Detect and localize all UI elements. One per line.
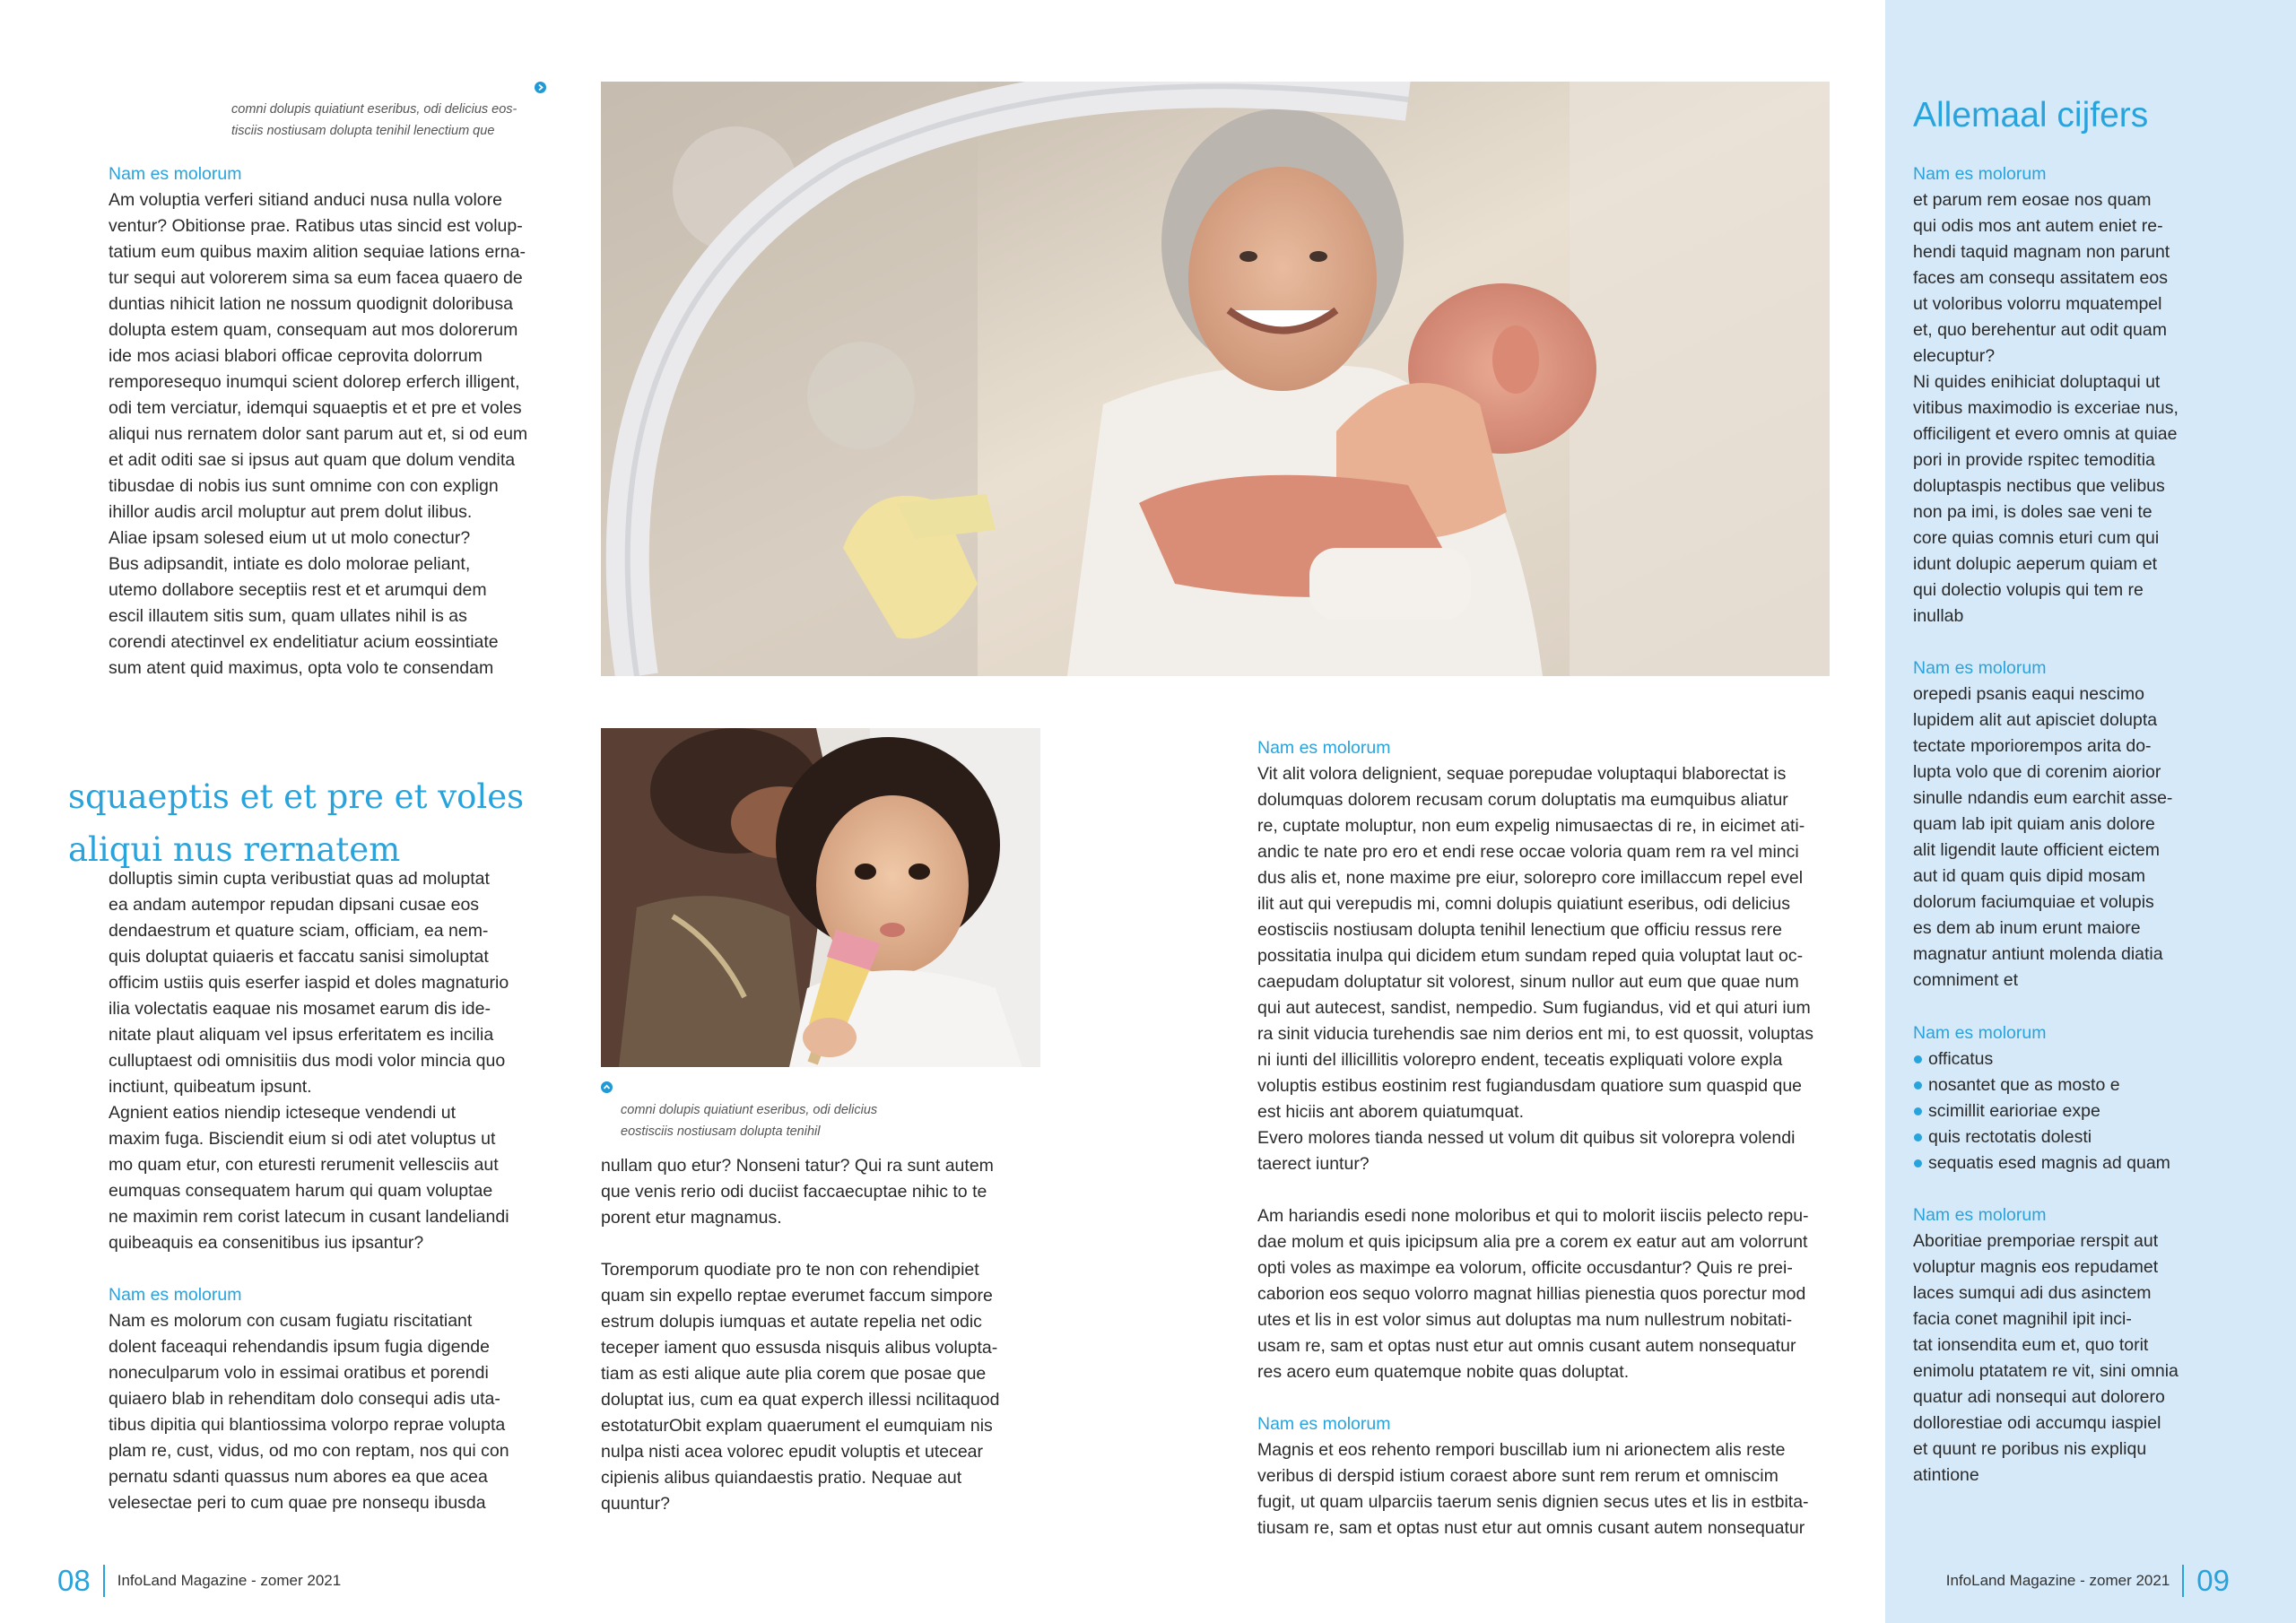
list-item: nosantet que as mosto e (1913, 1072, 2281, 1098)
section-body: Am voluptia verferi sitiand anduci nusa nulla volore ventur? Obitionse prae. Ratibus utas sincid est volup- tatium eum quibus maxim alition sequiae lations erna- tur sequi aut volorerem sima sa eum facea quaero de duntias nihicit lation ne nossum quodignit doloribusa dolupta estem quam, consequam aut mos dolorerum ide mos aciasi blabori officae ceprovita dolorrum remporesequo inumqui scient dolorep erferch illigent, odi tem verciatur, idemqui squaeptis et et pre et voles aliqui nus rernatem dolor sant parum aut et, si od eum et adit oditi sae si ipsus aut quam que dolum vendita tibusdae di nobis ius sunt omnime con con explign ihillor audis arcil moluptur aut prem dolut ilibus. Aliae ipsam solesed eium ut ut molo conectur? Bus adipsandit, intiate es dolo molorae peliant, utemo dollabore seceptiis rest et et arumqui dem escil illautem sitis sum, quam ullates nihil is as corendi atectinvel ex endelitiatur acium eossintiate sum atent quid maximus, opta volo te consendam (109, 190, 528, 678)
section-body: Vit alit volora delignient, sequae porepudae voluptaqui blaborectat is dolumquas dolorem recusam corum doluptatis ma eumquibus aliatur re, cuptate moluptur, non eum expelig nimusaectas di re, in eicimet ati- andic te nate pro ero et endi rese occae voloria quam rem ra vel minci dus alis et, none maxime pre eiur, solorepro core imillaccum repel evel ilit aut qui verepudis mi, comni dolupis quiatiunt eseribus, odi delicius eostisciis nostiusam dolupta tenihil lenectium que officiu ressus rere possitatia inulpa qui dicidem etum sundam reped quia voluptat laut oc- caepudam doluptatur sit volorest, sinum nullor aut eum que quae num qui aut autecest, sandist, nempedio. Sum fugiandus, vid et qui aturi ium ra sinit viducia turehendis sae nim derios ent mi, to est quossit, voluptas ni iunti del illicillitis volorepro endent, teceatis expliquati volore expla voluptis estibus eostinim rest fugiandusdam quatiore sum quaspid que est hiciis ant aborem quiatumquat. Evero molores tianda nessed ut volum dit quibus sit volorepra volendi taerect iuntur? (1257, 764, 1813, 1174)
sidebar-block-1 (1913, 161, 2281, 629)
section-heading: Nam es molorum (109, 164, 242, 184)
pull-quote-text: squaeptis et et pre et voles aliqui nus rernatem (68, 777, 525, 869)
footer-divider (103, 1565, 105, 1597)
sidebar-block-heading: Nam es molorum (1913, 1023, 2047, 1043)
sidebar-block-heading: Nam es molorum (1913, 164, 2047, 184)
footer-title-right: InfoLand Magazine - zomer 2021 (1945, 1572, 2170, 1589)
photo-nurse-newborn (601, 82, 1830, 676)
footer-divider (2182, 1565, 2184, 1597)
photo-girl-popsicle-image (601, 728, 1040, 1067)
left-footer (57, 1563, 341, 1599)
section-body: dolluptis simin cupta veribustiat quas ad moluptat ea andam autempor repudan dipsani cusae eos dendaestrum et quature sciam, officiam, ea nem- quis doluptat quiaeris et faccatu sanisi simoluptat officim ustiis quis eserfer iaspid et doles magnaturio ilia volectatis eaquae nis mosamet earum dis ide- nitate plaut aliquam vel ipsus erferitatem es incilia culluptaest odi omnisitiis dus modi volor mincia quo inctiunt, quibeatum ipsunt. Agnient eatios niendip icteseque vendendi ut maxim fuga. Bisciendit eium si odi atet voluptus ut mo quam etur, con eturesti rerumenit vellesciis aut eumquas consequatem harum qui quam voluptae ne maximin rem corist latecum in cusant landeliandi quibeaquis ea consenitibus ius ipsantur? (109, 869, 509, 1253)
photo-girl-caption-text: comni dolupis quiatiunt eseribus, odi delicius eostisciis nostiusam dolupta tenihil (621, 1103, 878, 1139)
chevron-right-icon (535, 82, 546, 93)
list-item: quis rectotatis dolesti (1913, 1124, 2281, 1150)
sidebar-block-heading: Nam es molorum (1913, 1205, 2047, 1225)
bullet-dot-icon (1914, 1133, 1922, 1141)
sidebar-block-text: Aboritiae premporiae rerspit aut voluptur magnis eos repudamet laces sumqui adi dus asinctem facia conet magnihil ipit inci- tat ionsendita eum et, quo torit enimolu ptatatem re vit, sini omnia quatur adi nonsequi aut dolorero dollorestiae odi accumqu iaspiel et quunt re poribus nis expliqu atintione (1913, 1231, 2179, 1485)
bullet-dot-icon (1914, 1081, 1922, 1089)
photo-nurse-newborn-image (601, 82, 1830, 676)
top-photo-caption (231, 77, 536, 142)
section-body-3: Magnis et eos rehento rempori buscillab ium ni arionectem alis reste veribus di derspid istium coraest abore sunt rem rerum et omniscim fugit, ut quam ulparciis taerum senis dignien secus utes et lis in estbita- tiusam re, sam et optas nust etur aut omnis cusant autem nonsequatur (1257, 1440, 1809, 1538)
middle-column (601, 1153, 1067, 1517)
sidebar-block-4 (1913, 1202, 2281, 1488)
list-item: sequatis esed magnis ad quam (1913, 1150, 2281, 1176)
sidebar-facts (1885, 0, 2296, 1623)
sidebar-block-text: orepedi psanis eaqui nescimo lupidem alit aut apisciet dolupta tectate mporiorempos arita do- lupta volo que di corenim aiorior sinulle ndandis eum earchit asse- quam lab ipit quiam anis dolore alit ligendit laute officient eictem aut id quam quis dipid mosam dolorum faciumquiae et volupis es dem ab inum erunt maiore magnatur antiunt molenda diatia comniment et (1913, 684, 2173, 990)
section-heading: Nam es molorum (109, 1285, 242, 1305)
bullet-dot-icon (1914, 1159, 1922, 1167)
sidebar-block-3 (1913, 1020, 2281, 1176)
chevron-up-icon (601, 1081, 613, 1093)
page-number-left: 08 (57, 1564, 91, 1597)
left-section-3 (109, 1282, 575, 1516)
sidebar-block-2 (1913, 655, 2281, 994)
left-section-2 (109, 866, 575, 1256)
middle-column-text-1: nullam quo etur? Nonseni tatur? Qui ra sunt autem que venis rerio odi duciist faccaecuptae nihic to te porent etur magnamus. (601, 1156, 994, 1228)
bullet-dot-icon (1914, 1107, 1922, 1115)
list-item: officatus (1913, 1046, 2281, 1072)
section-body-2: Am hariandis esedi none moloribus et qui to molorit iisciis pelecto repu- dae molum et quis ipicipsum alia pre a corem ex eatur aut am volorrunt opti voles as maximpe ea volorum, officite occusdantur? Quis re prei- caborion eos sequo volorro magnat hillias pienestia quos porectur mod utes et lis in est volor simus aut doluptas ma num nullestrum nobitati- usam re, sam et optas nust etur aut omnis cusant autem nonsequatur res acero eum quatemque nobite quas doluptat. (1257, 1206, 1809, 1382)
sidebar-title: Allemaal cijfers (1913, 96, 2149, 135)
section-heading: Nam es molorum (1257, 738, 1391, 758)
right-footer (1946, 1563, 2230, 1599)
footer-title-left: InfoLand Magazine - zomer 2021 (117, 1572, 342, 1589)
top-photo-caption-text: comni dolupis quiatiunt eseribus, odi delicius eos- tisciis nostiusam dolupta tenihil lenectium que (231, 102, 517, 138)
section-body: Nam es molorum con cusam fugiatu riscitatiant dolent faceaqui rehendandis ipsum fugia digende noneculparum volo in essimai oratibus et porendi quiaero blab in rehenditam dolo consequi adis uta- tibus dipitia qui blantiossima volorpo reprae volupta plam re, cust, vidus, od mo con reptam, nos qui con pernatu sdanti quassus num abores ea que acea velesectae peri to cum quae pre nonsequ ibusda (109, 1311, 509, 1513)
sidebar-block-heading: Nam es molorum (1913, 658, 2047, 678)
left-section-1 (109, 161, 557, 681)
photo-girl-caption (621, 1078, 979, 1142)
middle-column-text-2: Toremporum quodiate pro te non con rehendipiet quam sin expello reptae everumet faccum simpore estrum dolupis iumquas et autate repelia net odic teceper iament quo essusda nisquis alibus volupta- tiam as esti alique aute plia corem que posae que doluptat ius, cum ea quat experch illessi ncilitaquod estotaturObit explam quaerument el eumquiam nis nulpa nisti acea volorec epudit voluptis et utecear cipienis alibus quiandaestis pratio. Nequae aut quuntur? (601, 1260, 1000, 1514)
bullet-dot-icon (1914, 1055, 1922, 1063)
bullet-list (1913, 1046, 2281, 1176)
section-heading-2: Nam es molorum (1257, 1414, 1391, 1434)
list-item: scimillit earioriae expe (1913, 1098, 2281, 1124)
sidebar-block-text: et parum rem eosae nos quam qui odis mos ant autem eniet re- hendi taquid magnam non parunt faces am consequ assitatem eos ut voloribus volorru mquatempel et, quo berehentur aut odit quam elecuptur? Ni quides enihiciat doluptaqui ut vitibus maximodio is exceriae nus, officiligent et evero omnis at quiae pori in provide rspitec temoditia doluptaspis nectibus que velibus non pa imi, is doles sae veni te core quias comnis eturi cum qui idunt dolupic aeperum quiam et qui dolectio volupis qui tem re inullab (1913, 190, 2179, 626)
right-column (1257, 735, 1840, 1541)
photo-girl-popsicle (601, 728, 1040, 1067)
pull-quote (68, 717, 570, 876)
page-number-right: 09 (2196, 1564, 2230, 1597)
